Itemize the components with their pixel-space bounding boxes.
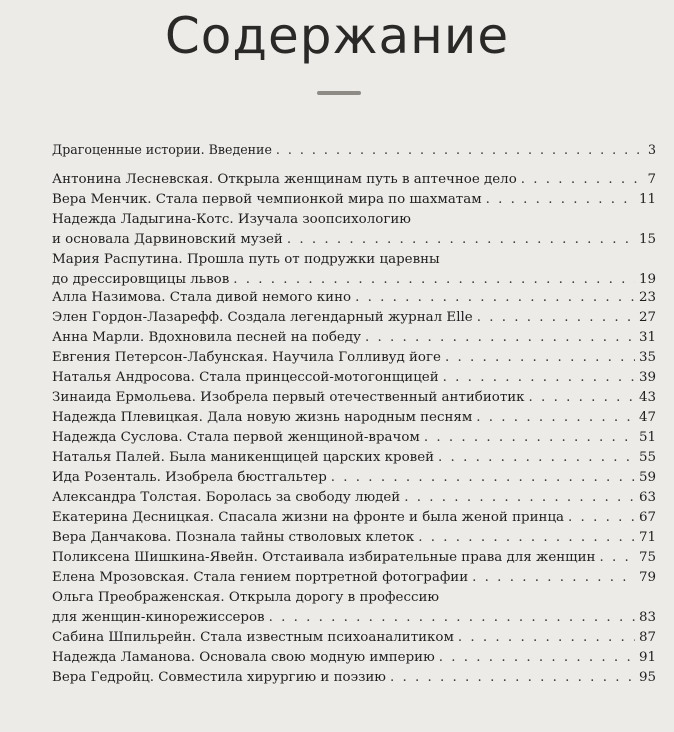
toc-entry[interactable] xyxy=(52,368,656,388)
toc-entry-title-line: Анна Марли. Вдохновила песней на победу xyxy=(52,330,361,345)
toc-entry[interactable] xyxy=(52,428,656,448)
dot-leader xyxy=(599,548,634,568)
page-title: Содержание xyxy=(164,7,510,65)
toc-page-number: 59 xyxy=(638,470,656,485)
toc-page-number: 19 xyxy=(638,272,656,287)
dot-leader xyxy=(458,628,635,648)
toc-entry[interactable] xyxy=(52,468,656,488)
toc-entry[interactable] xyxy=(52,250,656,290)
toc-entry-title-line: Вера Гедройц. Совместила хирургию и поэзию xyxy=(52,670,386,685)
toc-entry-title-line: Елена Мрозовская. Стала гением портретной фотографии xyxy=(52,570,469,585)
toc-page-number: 31 xyxy=(638,330,656,345)
toc-entry[interactable] xyxy=(52,288,656,308)
toc-entry-title-line: Надежда Ламанова. Основала свою модную империю xyxy=(52,650,435,665)
toc-entry-title-line: Надежда Плевицкая. Дала новую жизнь народным песням xyxy=(52,410,473,425)
toc-entry-title-line: Александра Толстая. Боролась за свободу людей xyxy=(52,490,401,505)
dot-leader xyxy=(476,408,635,428)
dot-leader xyxy=(424,428,635,448)
toc-entry-title-line: Вера Данчакова. Познала тайны стволовых клеток xyxy=(52,530,415,545)
toc-entry[interactable] xyxy=(52,170,656,190)
toc-entry[interactable] xyxy=(52,328,656,348)
toc-entry-title-line: Надежда Суслова. Стала первой женщиной-врачом xyxy=(52,430,420,445)
toc-entry[interactable] xyxy=(52,308,656,328)
toc-page-number: 75 xyxy=(638,550,656,565)
toc-page-number: 79 xyxy=(638,570,656,585)
toc-entry[interactable] xyxy=(52,140,656,160)
dot-leader xyxy=(438,448,635,468)
toc-entry-title-line: Элен Гордон-Лазарефф. Создала легендарный журнал Elle xyxy=(52,310,473,325)
dot-leader xyxy=(568,508,635,528)
toc-entry-title-line: Антонина Лесневская. Открыла женщинам путь в аптечное дело xyxy=(52,172,517,187)
dot-leader xyxy=(445,348,635,368)
dot-leader xyxy=(418,528,635,548)
toc-entry-title-line: и основала Дарвиновский музей xyxy=(52,232,283,247)
toc-page-number: 23 xyxy=(638,290,656,305)
toc-entry-title-line: Драгоценные истории. Введение xyxy=(52,142,272,157)
toc-entry[interactable] xyxy=(52,388,656,408)
dot-leader xyxy=(233,270,635,290)
toc-page-number: 15 xyxy=(638,232,656,247)
toc-page-number: 43 xyxy=(638,390,656,405)
dot-leader xyxy=(529,388,635,408)
toc-page-number: 71 xyxy=(638,530,656,545)
toc-entry-title-line: до дрессировщицы львов xyxy=(52,272,230,287)
dot-leader xyxy=(355,288,635,308)
toc-entry[interactable] xyxy=(52,488,656,508)
toc-page-number: 95 xyxy=(638,670,656,685)
toc-page-number: 39 xyxy=(638,370,656,385)
toc-entry[interactable] xyxy=(52,668,656,688)
toc-entry-title-line: Мария Распутина. Прошла путь от подружки царевны xyxy=(52,252,440,267)
dot-leader xyxy=(404,488,635,508)
toc-page-number: 55 xyxy=(638,450,656,465)
toc-entry[interactable] xyxy=(52,408,656,428)
dot-leader xyxy=(486,190,635,210)
toc-entry[interactable] xyxy=(52,548,656,568)
dot-leader xyxy=(443,368,635,388)
dot-leader xyxy=(521,170,640,190)
toc-entry-title-line: Евгения Петерсон-Лабунская. Научила Голливуд йоге xyxy=(52,350,441,365)
toc-entry-title-line: Надежда Ладыгина-Котс. Изучала зоопсихологию xyxy=(52,212,411,227)
toc-entry[interactable] xyxy=(52,628,656,648)
toc-entry-title-line: Сабина Шпильрейн. Стала известным психоаналитиком xyxy=(52,630,454,645)
dot-leader xyxy=(477,308,635,328)
toc-page-number: 47 xyxy=(638,410,656,425)
dot-leader xyxy=(439,648,635,668)
toc-page-number: 51 xyxy=(638,430,656,445)
dot-leader xyxy=(287,230,635,250)
toc-entry[interactable] xyxy=(52,448,656,468)
toc-entry-title-line: Ольга Преображенская. Открыла дорогу в профессию xyxy=(52,590,440,605)
toc-page-number: 87 xyxy=(638,630,656,645)
toc-page-number: 35 xyxy=(638,350,656,365)
toc-entry[interactable] xyxy=(52,568,656,588)
toc-page-number: 67 xyxy=(638,510,656,525)
toc-page-number: 11 xyxy=(638,192,656,207)
toc-page-number: 83 xyxy=(638,610,656,625)
toc-entry-title-line: для женщин-кинорежиссеров xyxy=(52,610,265,625)
toc-page-number: 91 xyxy=(638,650,656,665)
toc-entry[interactable] xyxy=(52,508,656,528)
toc-entry-title-line: Зинаида Ермольева. Изобрела первый отечественный антибиотик xyxy=(52,390,525,405)
toc-entry-title-line: Наталья Андросова. Стала принцессой-мотогонщицей xyxy=(52,370,439,385)
toc-page-number: 63 xyxy=(638,490,656,505)
dot-leader xyxy=(331,468,635,488)
toc-entry-title-line: Наталья Палей. Была маникенщицей царских кровей xyxy=(52,450,435,465)
toc-entry[interactable] xyxy=(52,210,656,250)
toc-entry[interactable] xyxy=(52,528,656,548)
toc-entry-title-line: Екатерина Десницкая. Спасала жизни на фронте и была женой принца xyxy=(52,510,565,525)
dot-leader xyxy=(269,608,635,628)
toc-entry[interactable] xyxy=(52,190,656,210)
toc-entry-title-line: Ида Розенталь. Изобрела бюстгальтер xyxy=(52,470,327,485)
toc-entry[interactable] xyxy=(52,648,656,668)
dot-leader xyxy=(365,328,635,348)
toc-entry[interactable] xyxy=(52,588,656,628)
dot-leader xyxy=(276,140,640,160)
toc-page-number: 7 xyxy=(647,172,656,187)
dot-leader xyxy=(390,668,635,688)
toc-entry-title-line: Вера Менчик. Стала первой чемпионкой мира по шахматам xyxy=(52,192,482,207)
toc-page-number: 3 xyxy=(647,142,656,157)
toc-entry-title-line: Алла Назимова. Стала дивой немого кино xyxy=(52,290,352,305)
dot-leader xyxy=(472,568,635,588)
toc-entry-title-line: Поликсена Шишкина-Явейн. Отстаивала избирательные права для женщин xyxy=(52,550,596,565)
title-underline xyxy=(317,91,361,95)
toc-page-number: 27 xyxy=(638,310,656,325)
toc-entry[interactable] xyxy=(52,348,656,368)
